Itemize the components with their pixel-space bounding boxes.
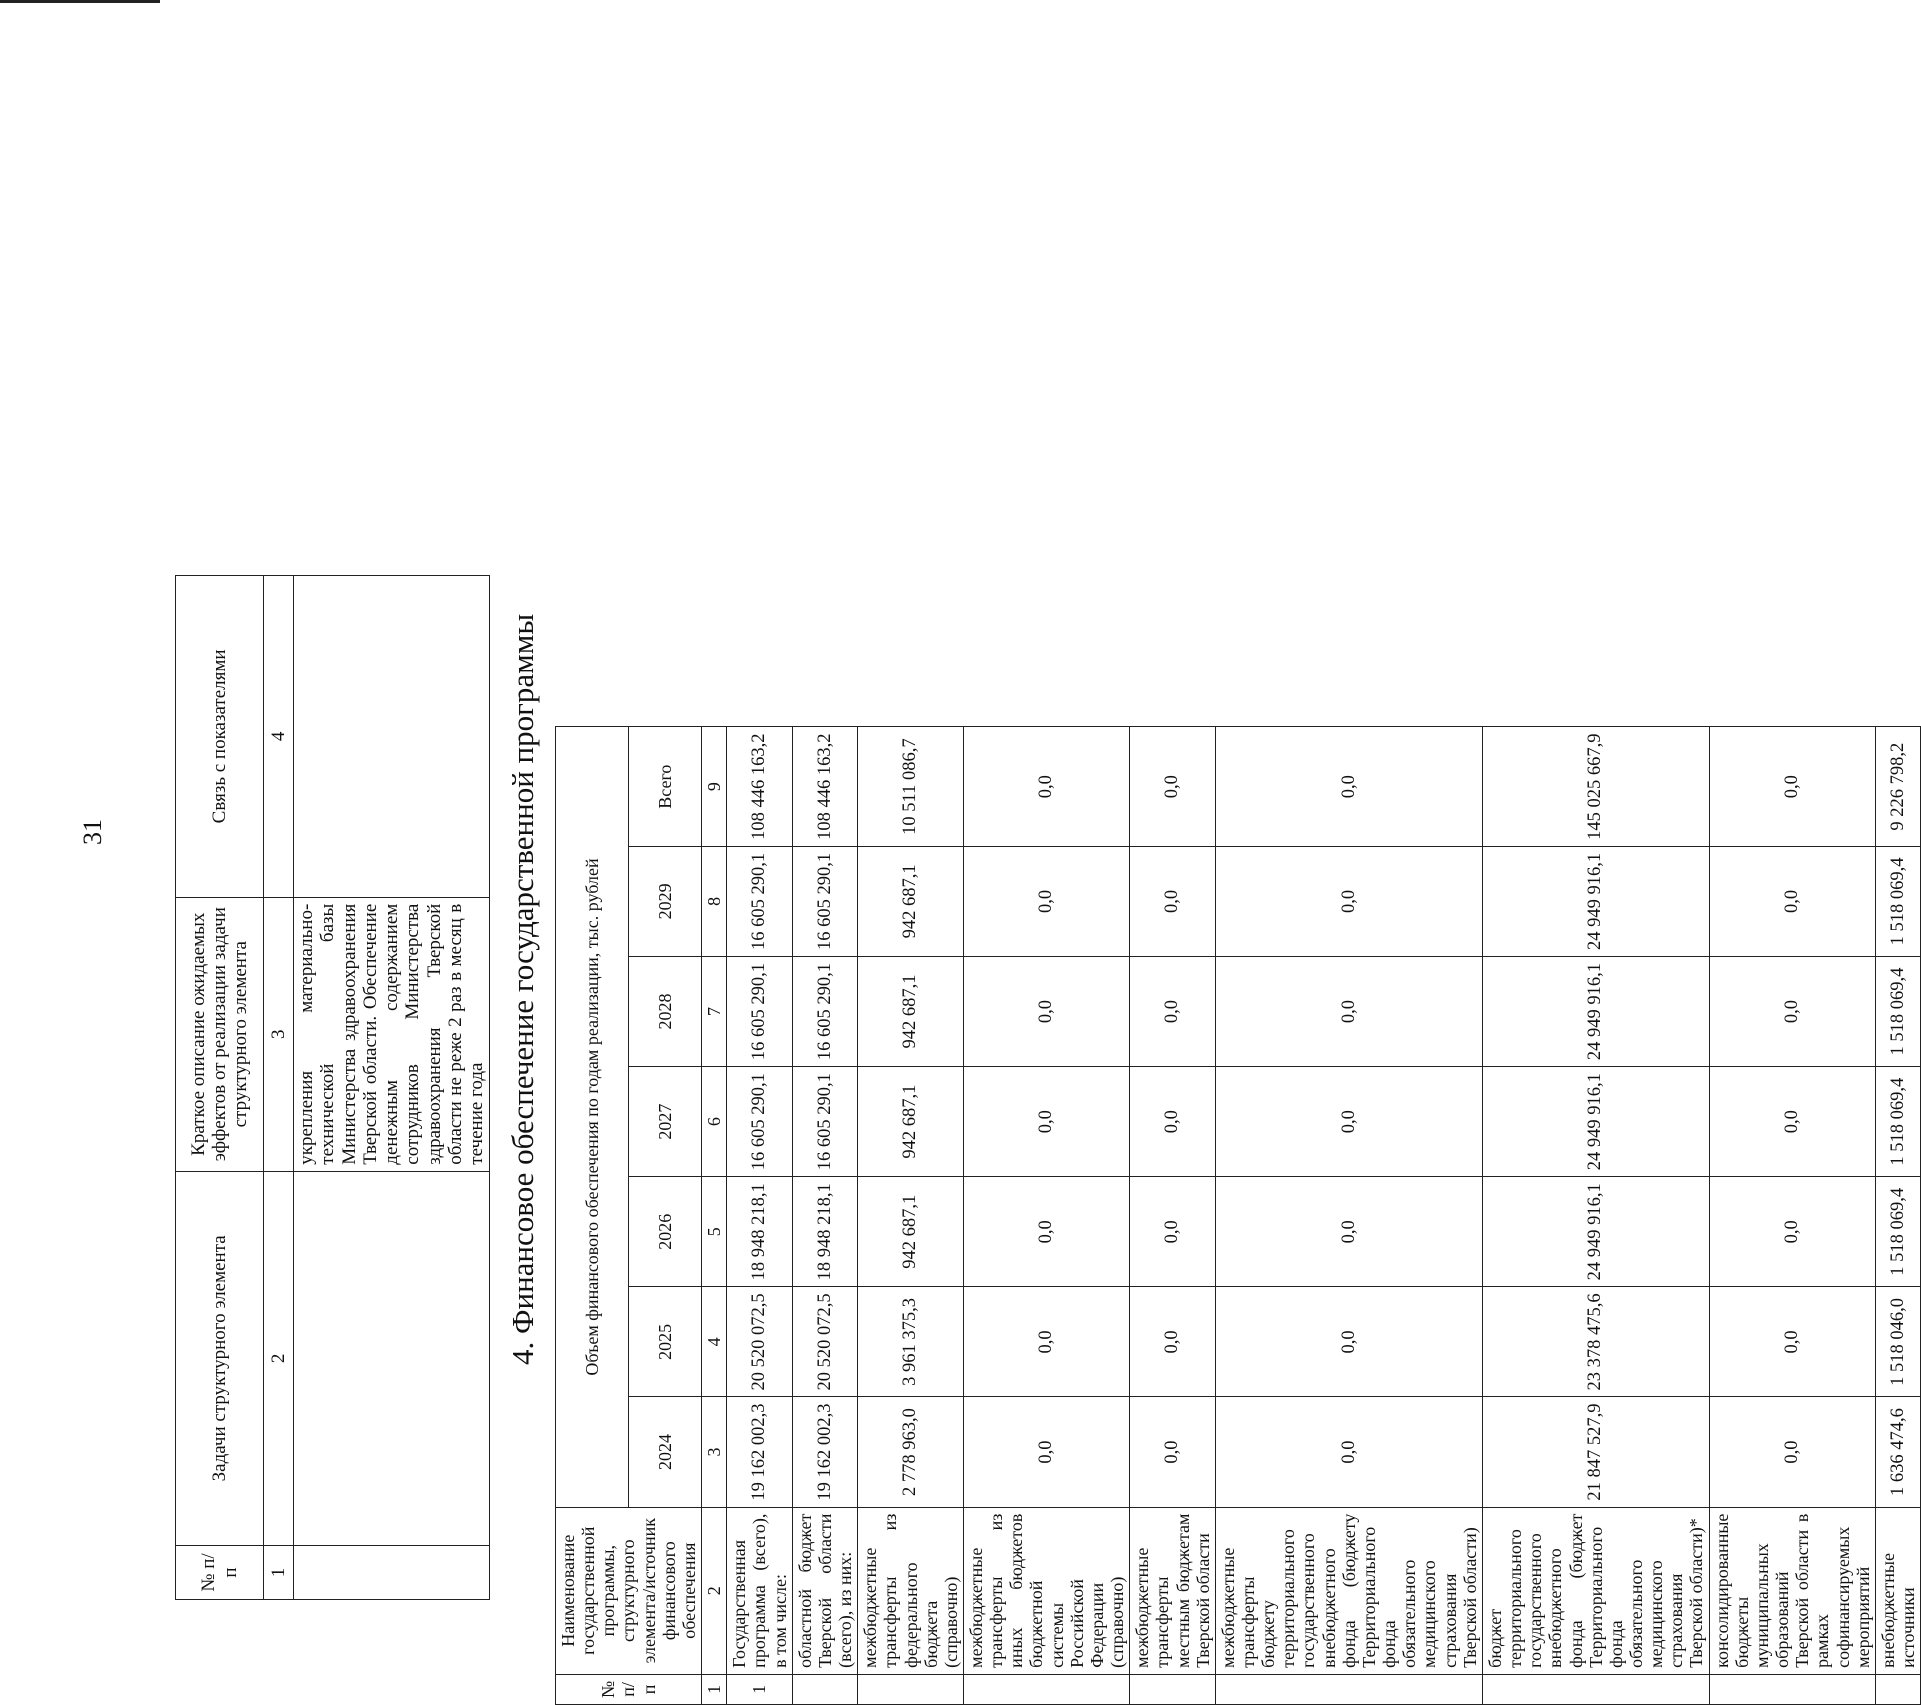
value-cell: 0,0 xyxy=(1709,846,1875,956)
table-row xyxy=(294,576,490,1600)
value-cell: 2 778 963,0 xyxy=(858,1397,964,1507)
value-cell: 19 162 002,3 xyxy=(792,1397,857,1507)
index-cell: 2 xyxy=(702,1507,727,1674)
financing-table-wrap xyxy=(555,726,1921,1705)
total-cell: 108 446 163,2 xyxy=(727,727,792,846)
page-number: 31 xyxy=(78,819,107,845)
value-cell: 16 605 290,1 xyxy=(727,1067,792,1177)
tasks-table-wrap xyxy=(175,575,490,1600)
index-cell: 3 xyxy=(702,1397,727,1507)
value-cell: 16 605 290,1 xyxy=(727,956,792,1066)
index-cell: 8 xyxy=(702,846,727,956)
year-header: 2029 xyxy=(629,846,702,956)
value-cell: 942 687,1 xyxy=(858,846,964,956)
value-cell: 23 378 475,6 xyxy=(1482,1287,1709,1397)
col-num-header: № п/п xyxy=(176,1545,264,1599)
value-cell: 24 949 916,1 xyxy=(1482,1067,1709,1177)
value-cell: 942 687,1 xyxy=(858,1067,964,1177)
row-number-cell xyxy=(1709,1674,1875,1704)
value-cell: 3 961 375,3 xyxy=(858,1287,964,1397)
value-cell: 0,0 xyxy=(1130,1067,1216,1177)
value-cell: 1 518 069,4 xyxy=(1875,1067,1920,1177)
row-number-cell xyxy=(1482,1674,1709,1704)
value-cell: 0,0 xyxy=(963,1287,1129,1397)
index-cell: 3 xyxy=(264,897,294,1171)
table-row xyxy=(1709,727,1875,1705)
col-effects-header: Краткое описание ожидаемых эффектов от реализации задачи структурного элемента xyxy=(176,897,264,1171)
value-cell: 0,0 xyxy=(1215,1177,1482,1287)
value-cell: 18 948 218,1 xyxy=(727,1177,792,1287)
table-row xyxy=(792,727,857,1705)
value-cell: 1 518 069,4 xyxy=(1875,1177,1920,1287)
value-cell: 0,0 xyxy=(1215,956,1482,1066)
year-header: 2026 xyxy=(629,1177,702,1287)
value-cell: 21 847 527,9 xyxy=(1482,1397,1709,1507)
table-cell xyxy=(294,1545,490,1599)
value-cell: 20 520 072,5 xyxy=(792,1287,857,1397)
value-cell: 1 518 069,4 xyxy=(1875,956,1920,1066)
value-cell: 0,0 xyxy=(1215,1067,1482,1177)
total-cell: 108 446 163,2 xyxy=(792,727,857,846)
value-cell: 0,0 xyxy=(1215,1397,1482,1507)
value-cell: 16 605 290,1 xyxy=(792,1067,857,1177)
total-cell: 0,0 xyxy=(1215,727,1482,846)
value-cell: 0,0 xyxy=(1130,956,1216,1066)
value-cell: 942 687,1 xyxy=(858,956,964,1066)
value-cell: 0,0 xyxy=(1709,956,1875,1066)
value-cell: 16 605 290,1 xyxy=(792,846,857,956)
table-row xyxy=(1130,727,1216,1705)
total-cell: 0,0 xyxy=(963,727,1129,846)
row-number-cell xyxy=(1875,1674,1920,1704)
value-cell: 0,0 xyxy=(1215,1287,1482,1397)
value-cell: 1 518 046,0 xyxy=(1875,1287,1920,1397)
value-cell: 24 949 916,1 xyxy=(1482,846,1709,956)
value-cell: 0,0 xyxy=(1130,846,1216,956)
col-group-header: Объем финансового обеспечения по годам реализации, тыс. рублей xyxy=(556,727,629,1507)
value-cell: 1 636 474,6 xyxy=(1875,1397,1920,1507)
index-cell: 4 xyxy=(264,576,294,898)
table-row xyxy=(1875,727,1920,1705)
value-cell: 1 518 069,4 xyxy=(1875,846,1920,956)
index-cell: 7 xyxy=(702,956,727,1066)
value-cell: 0,0 xyxy=(1130,1397,1216,1507)
row-name-cell: бюджет территориального государственного внебюджетного фонда (бюджет Территориального фонда обязательного медицинского страхования Тверской области)* xyxy=(1482,1507,1709,1674)
index-cell: 1 xyxy=(264,1545,294,1599)
value-cell: 0,0 xyxy=(1709,1067,1875,1177)
table-row xyxy=(858,727,964,1705)
value-cell: 0,0 xyxy=(963,1067,1129,1177)
value-cell: 16 605 290,1 xyxy=(792,956,857,1066)
table-row xyxy=(963,727,1129,1705)
row-number-cell xyxy=(1130,1674,1216,1704)
tasks-table xyxy=(175,575,490,1600)
row-name-cell: областной бюджет Тверской области (всего), из них: xyxy=(792,1507,857,1674)
tasks-table-index-row xyxy=(264,576,294,1600)
table-cell: укрепления материально-технической базы Министерства здравоохранения Тверской области. Обеспечение денежным содержанием сотрудников Министерства здравоохранения Тверской области не реже 2 раз в месяц в течение года xyxy=(294,897,490,1171)
index-cell: 2 xyxy=(264,1171,294,1545)
value-cell: 24 949 916,1 xyxy=(1482,956,1709,1066)
total-cell: 145 025 667,9 xyxy=(1482,727,1709,846)
tasks-table-header xyxy=(176,576,264,1600)
table-cell xyxy=(294,1171,490,1545)
total-cell: 0,0 xyxy=(1130,727,1216,846)
row-name-cell: межбюджетные трансферты из федерального бюджета (справочно) xyxy=(858,1507,964,1674)
year-header: 2024 xyxy=(629,1397,702,1507)
row-number-cell xyxy=(792,1674,857,1704)
value-cell: 942 687,1 xyxy=(858,1177,964,1287)
col-indicators-header: Связь с показателями xyxy=(176,576,264,898)
row-number-cell xyxy=(858,1674,964,1704)
col-tasks-header: Задачи структурного элемента xyxy=(176,1171,264,1545)
value-cell: 0,0 xyxy=(1709,1397,1875,1507)
row-name-cell: консолидированные бюджеты муниципальных образований Тверской области в рамках софинансируемых мероприятий xyxy=(1709,1507,1875,1674)
index-cell: 6 xyxy=(702,1067,727,1177)
row-name-cell: Государственная программа (всего), в том числе: xyxy=(727,1507,792,1674)
financing-table xyxy=(555,726,1921,1705)
row-name-cell: межбюджетные трансферты местным бюджетам Тверской области xyxy=(1130,1507,1216,1674)
value-cell: 0,0 xyxy=(1709,1177,1875,1287)
top-rule xyxy=(0,0,160,3)
table-cell xyxy=(294,576,490,898)
section-heading: 4. Финансовое обеспечение государственной программы xyxy=(505,613,540,1365)
value-cell: 16 605 290,1 xyxy=(727,846,792,956)
value-cell: 0,0 xyxy=(1709,1287,1875,1397)
value-cell: 0,0 xyxy=(1130,1177,1216,1287)
value-cell: 0,0 xyxy=(963,1397,1129,1507)
row-name-cell: внебюджетные источники xyxy=(1875,1507,1920,1674)
table-row xyxy=(727,727,792,1705)
value-cell: 0,0 xyxy=(963,1177,1129,1287)
row-name-cell: межбюджетные трансферты из иных бюджетов бюджетной системы Российской Федерации (справочно) xyxy=(963,1507,1129,1674)
value-cell: 0,0 xyxy=(963,846,1129,956)
year-header: 2028 xyxy=(629,956,702,1066)
value-cell: 24 949 916,1 xyxy=(1482,1177,1709,1287)
value-cell: 18 948 218,1 xyxy=(792,1177,857,1287)
index-cell: 4 xyxy=(702,1287,727,1397)
value-cell: 0,0 xyxy=(1215,846,1482,956)
financing-header-row xyxy=(556,727,629,1705)
year-header: 2027 xyxy=(629,1067,702,1177)
index-cell: 5 xyxy=(702,1177,727,1287)
row-name-cell: межбюджетные трансферты бюджету территориального государственного внебюджетного фонда (бюджету Территориального фонда обязательного медицинского страхования Тверской области) xyxy=(1215,1507,1482,1674)
table-row xyxy=(1215,727,1482,1705)
value-cell: 20 520 072,5 xyxy=(727,1287,792,1397)
value-cell: 0,0 xyxy=(963,956,1129,1066)
financing-index-row xyxy=(702,727,727,1705)
col-num-header: № п/п xyxy=(556,1674,702,1704)
col-name-header: Наименование государственной программы, структурного элемента/источник финансового обеспечения xyxy=(556,1507,702,1674)
row-number-cell: 1 xyxy=(727,1674,792,1704)
total-cell: 0,0 xyxy=(1709,727,1875,846)
total-cell: 9 226 798,2 xyxy=(1875,727,1920,846)
index-cell: 9 xyxy=(702,727,727,846)
row-number-cell xyxy=(963,1674,1129,1704)
total-header: Всего xyxy=(629,727,702,846)
row-number-cell xyxy=(1215,1674,1482,1704)
year-header: 2025 xyxy=(629,1287,702,1397)
total-cell: 10 511 086,7 xyxy=(858,727,964,846)
table-row xyxy=(1482,727,1709,1705)
value-cell: 19 162 002,3 xyxy=(727,1397,792,1507)
index-cell: 1 xyxy=(702,1674,727,1704)
value-cell: 0,0 xyxy=(1130,1287,1216,1397)
